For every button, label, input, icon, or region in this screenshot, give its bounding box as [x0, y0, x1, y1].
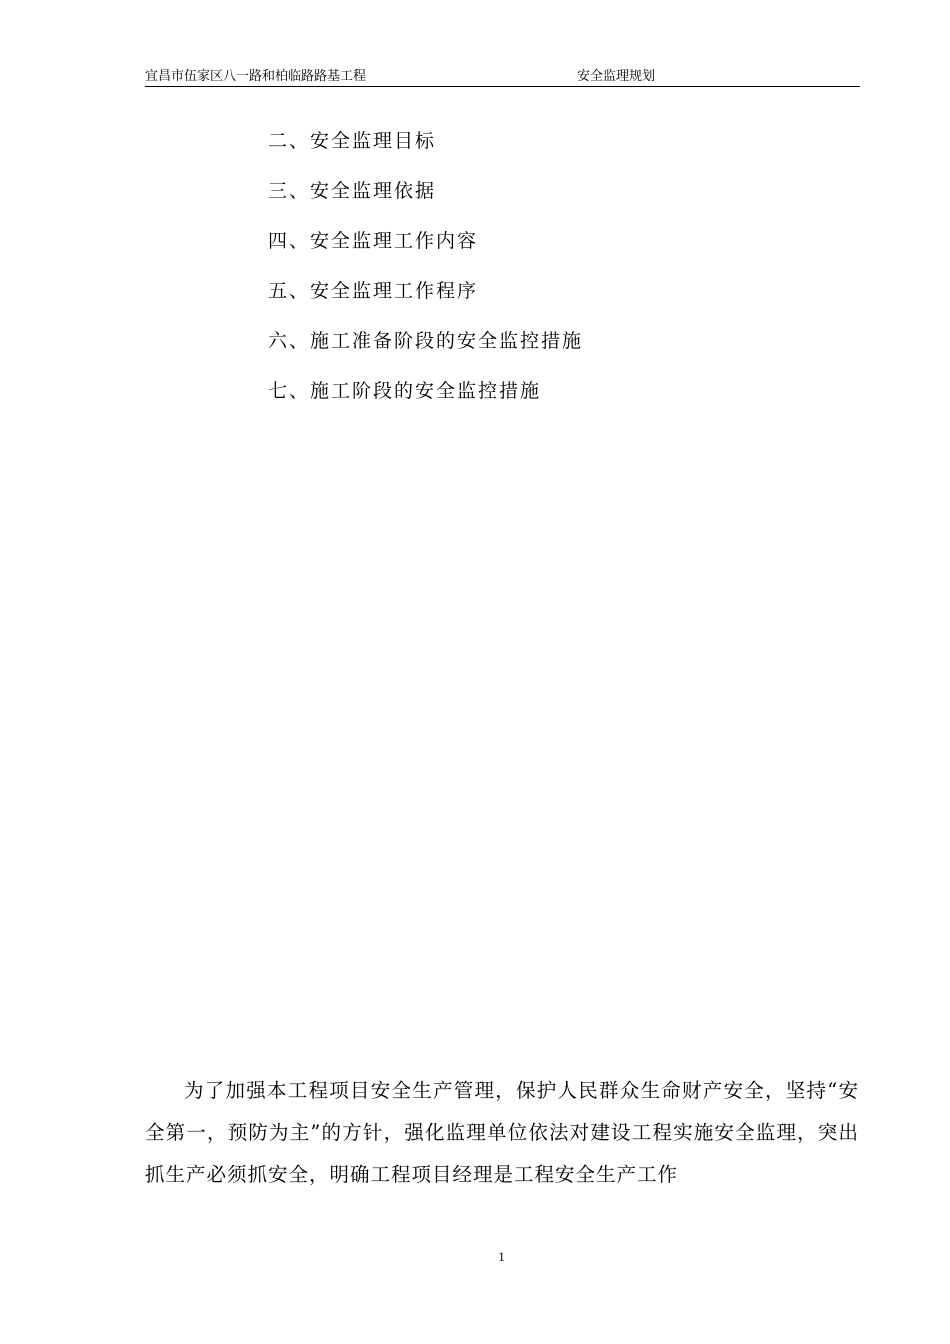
toc-item: 四、安全监理工作内容 [268, 230, 479, 252]
toc-item: 五、安全监理工作程序 [268, 280, 479, 302]
header-project-title: 宜昌市伍家区八一路和柏临路路基工程 [145, 68, 367, 83]
page-number: 1 [498, 1249, 505, 1264]
header-document-title: 安全监理规划 [577, 68, 656, 83]
page-header [145, 68, 860, 87]
toc-item: 七、施工阶段的安全监控措施 [268, 380, 542, 402]
toc-item: 二、安全监理目标 [268, 130, 437, 152]
toc-item: 三、安全监理依据 [268, 180, 437, 202]
body-paragraph: 为了加强本工程项目安全生产管理，保护人民群众生命财产安全，坚持“安全第一，预防为主”的方针，强化监理单位依法对建设工程实施安全监理，突出抓生产必须抓安全，明确工程项目经理是工程安全生产工作 [145, 1079, 859, 1186]
table-of-contents [268, 128, 583, 428]
toc-item: 六、施工准备阶段的安全监控措施 [268, 330, 584, 352]
